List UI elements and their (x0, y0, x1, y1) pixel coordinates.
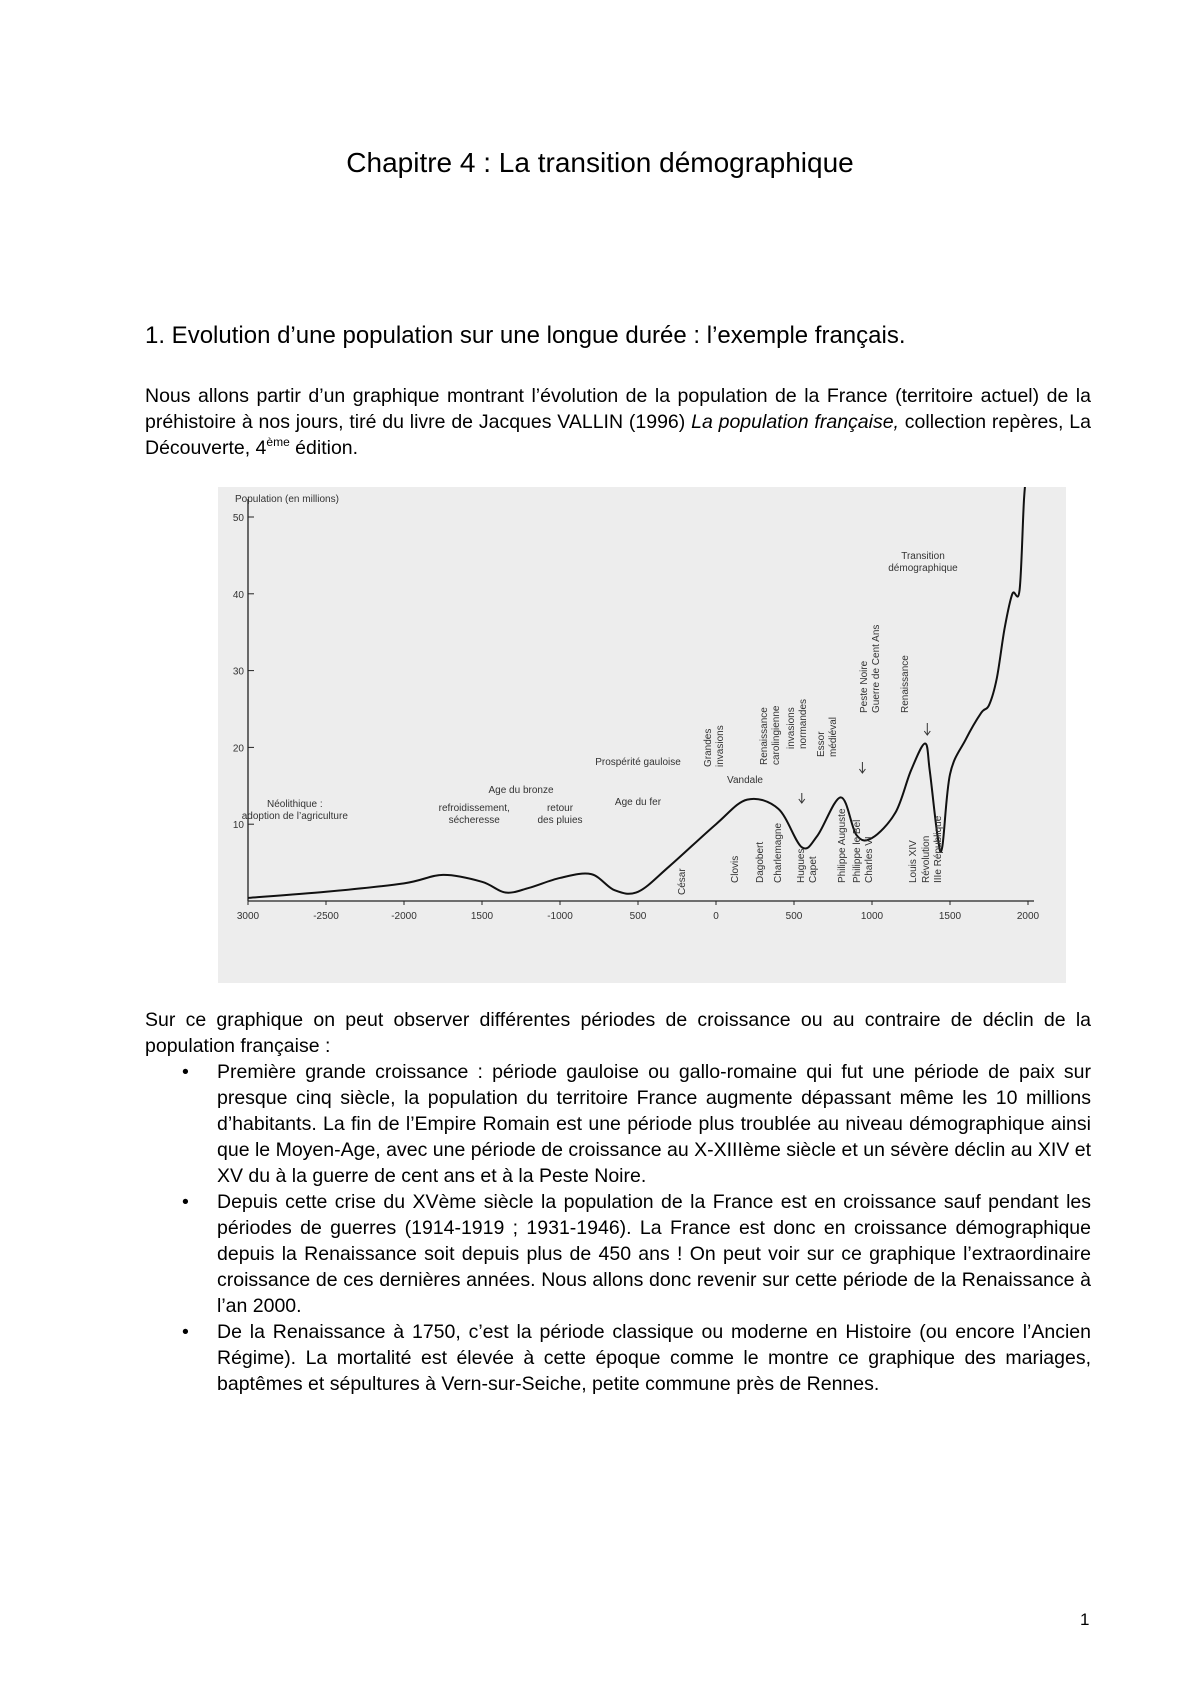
chart-annotation: invasions (786, 707, 797, 749)
chart-annotation: César (677, 868, 688, 895)
chart-annotation: normandes (798, 698, 809, 749)
chart-annotation: Capet (808, 856, 819, 883)
intro-text-1: Nous allons partir d’un graphique montrant l’évolution de la population de la France (territoire actuel) de la préhistoire à nos jours, tiré du livre de Jacques VALLIN (1996) (145, 385, 1091, 433)
edition-superscript: ème (266, 435, 290, 449)
chart-annotation: Age du bronze (488, 785, 554, 796)
y-tick-label: 20 (232, 743, 244, 755)
bullet-list (145, 1059, 1091, 1397)
chart-annotation: IIIe République (933, 815, 944, 883)
chart-annotation: carolingienne (771, 705, 782, 765)
page-number: 1 (1080, 1610, 1090, 1629)
x-tick-label: -1000 (547, 911, 573, 922)
x-tick-label: 3000 (236, 911, 260, 922)
chart-annotation: Néolithique : (267, 799, 323, 810)
chart-annotation: Louis XIV (908, 840, 919, 883)
x-tick-label: 1500 (470, 911, 494, 922)
chart-annotation: Prospérité gauloise (595, 757, 681, 768)
chart-annotation: refroidissement, (438, 803, 510, 814)
intro-text-2: collection repères, La Découverte, 4 (145, 411, 1091, 459)
bullet-marker: • (182, 1061, 189, 1083)
x-tick-label: 1500 (938, 911, 962, 922)
chart-annotation: sécheresse (448, 815, 500, 826)
chart-annotation: Age du fer (614, 797, 662, 808)
chart-annotation: Philippe le Bel (852, 819, 863, 883)
chart-annotation: médiéval (828, 716, 839, 757)
chart-annotation: invasions (715, 725, 726, 767)
chapter-title: Chapitre 4 : La transition démographique (346, 147, 854, 178)
y-tick-label: 40 (232, 589, 244, 601)
chart-annotation: Peste Noire (859, 660, 870, 713)
observation-intro: Sur ce graphique on peut observer différentes périodes de croissance ou au contraire de déclin de la population française : (145, 1009, 1091, 1057)
y-tick-label: 50 (232, 513, 244, 524)
chart-annotation: Clovis (730, 855, 741, 883)
section-heading: 1. Evolution d’une population sur une longue durée : l’exemple français. (145, 322, 906, 349)
chart-annotation: Révolution (921, 835, 932, 883)
chart-annotation: adoption de l’agriculture (241, 811, 348, 822)
intro-text-3: édition. (289, 437, 359, 459)
chart-annotation: Renaissance (759, 707, 770, 765)
chart-annotation: Charlemagne (773, 822, 784, 883)
chart-annotation: Hugues (796, 848, 807, 883)
x-tick-label: 0 (713, 911, 719, 922)
bullet-text: Depuis cette crise du XVème siècle la population de la France est en croissance sauf pendant les périodes de guerres (1914-1919 ; 1931-1946). La France est donc en croissance démographique depuis la Renaissance soit depuis plus de 450 ans ! On peut voir sur ce graphique l’extraordinaire croissance de ces dernières années. Nous allons donc revenir sur cette période de la Renaissance à l’an 2000. (217, 1191, 1091, 1317)
chart-annotation: Vandale (727, 775, 763, 786)
x-tick-label: 500 (629, 911, 647, 922)
y-axis-label: Population (en millions) (235, 494, 339, 505)
population-series-line (248, 487, 1028, 898)
x-tick-label: -2500 (313, 911, 339, 922)
bullet-marker: • (182, 1321, 189, 1343)
y-tick-label: 10 (232, 820, 244, 832)
chart-annotation: retour (546, 803, 574, 814)
list-item (145, 1189, 1091, 1319)
chart-annotation: des pluies (537, 815, 583, 826)
chart-annotation: Renaissance (900, 655, 911, 713)
chart-annotation: Charles VI (864, 836, 875, 883)
x-tick-label: 1000 (860, 911, 884, 922)
list-item (145, 1059, 1091, 1189)
bullet-marker: • (182, 1191, 189, 1213)
book-title: La population française, (691, 411, 899, 433)
chart-annotation: Dagobert (755, 841, 766, 883)
chart-annotation: démographique (888, 563, 958, 574)
chart-annotation: Grandes (703, 728, 714, 767)
intro-paragraph (145, 383, 1091, 461)
chart-annotation: Guerre de Cent Ans (871, 624, 882, 713)
y-tick-label: 30 (232, 666, 244, 678)
bullet-text: Première grande croissance : période gauloise ou gallo-romaine qui fut une période de paix sur presque cinq siècle, la population du territoire France augmente dépassant même les 10 millions d’habitants. La fin de l’Empire Romain est une période plus troublée au niveau démographique ainsi que le Moyen-Age, avec une période de croissance au X-XIIIème siècle et un sévère déclin au XIV et XV du à la guerre de cent ans et à la Peste Noire. (217, 1061, 1091, 1187)
chart-annotation: Essor (816, 731, 827, 757)
list-item (145, 1319, 1091, 1397)
population-chart-svg (218, 487, 1066, 983)
x-tick-label: 500 (785, 911, 803, 922)
population-chart (218, 487, 1066, 983)
x-tick-label: 2000 (1016, 911, 1040, 922)
bullet-text: De la Renaissance à 1750, c’est la période classique ou moderne en Histoire (ou encore l’Ancien Régime). La mortalité est élevée à cette époque comme le montre ce graphique des mariages, baptêmes et sépultures à Vern-sur-Seiche, petite commune près de Rennes. (217, 1321, 1091, 1395)
chart-annotation: Transition (901, 551, 945, 562)
x-tick-label: -2000 (391, 911, 417, 922)
chart-annotation: Philippe Auguste (837, 808, 848, 883)
